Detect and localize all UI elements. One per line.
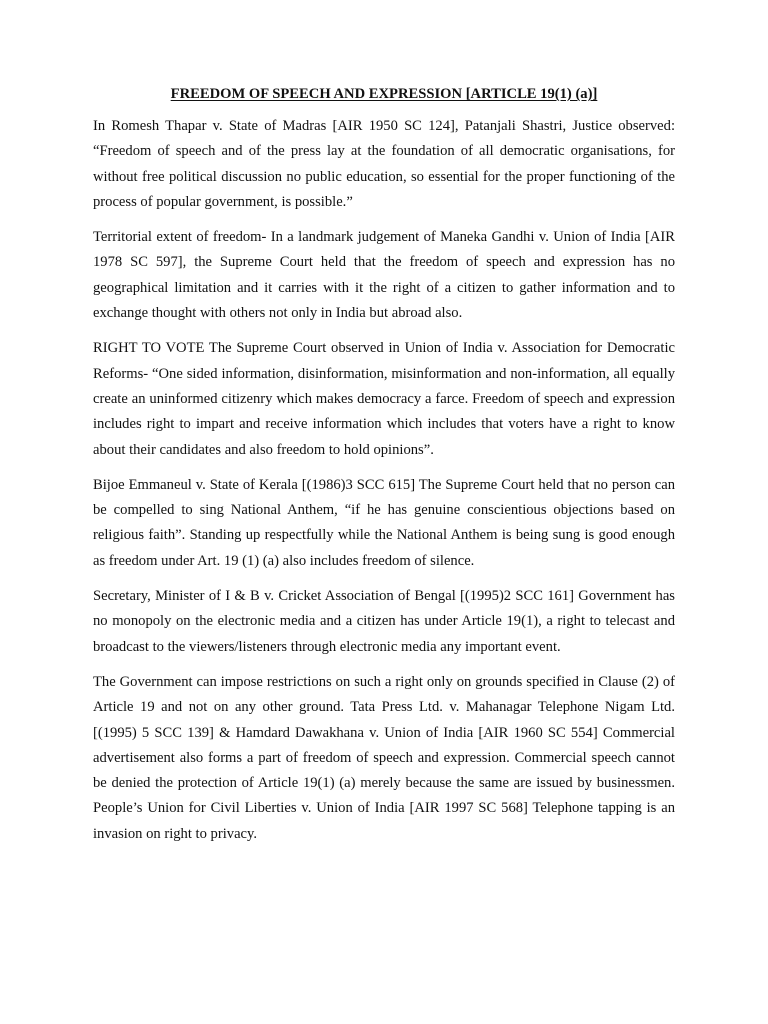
paragraph-government-restrictions: The Government can impose restrictions on such a right only on grounds specified in Clause (2) of Article 19 and not on any other ground. Tata Press Ltd. v. Mahanagar Telephone Nigam Ltd. [(1995) 5 SCC 139] & Hamdard Dawakhana v. Union of India [AIR 1960 SC 554] Commercial advertisement also forms a part of freedom of speech and expression. Commercial speech cannot be denied the protection of Article 19(1) (a) merely because the same are issued by businessmen. People’s Union for Civil Liberties v. Union of India [AIR 1997 SC 568] Telephone tapping is an invasion on right to privacy. — [93, 673, 675, 842]
paragraph-cricket-association: Secretary, Minister of I & B v. Cricket Association of Bengal [(1995)2 SCC 161] Government has no monopoly on the electronic media and a citizen has under Article 19(1), a right to telecast and broadcast to the viewers/listeners through electronic media any important event. — [93, 588, 675, 655]
paragraph-bijoe-emmaneul: Bijoe Emmaneul v. State of Kerala [(1986)3 SCC 615] The Supreme Court held that no person can be compelled to sing National Anthem, “if he has genuine conscientious objections based on religious faith”. Standing up respectfully while the National Anthem is being sung is good enough as freedom under Art. 19 (1) (a) also includes freedom of silence. — [93, 476, 675, 569]
paragraph-territorial-extent: Territorial extent of freedom- In a landmark judgement of Maneka Gandhi v. Union of India [AIR 1978 SC 597], the Supreme Court held that the freedom of speech and expression has no geographical limitation and it carries with it the right of a citizen to gather information and to exchange thought with others not only in India but abroad also. — [93, 229, 675, 322]
paragraph-romesh-thapar: In Romesh Thapar v. State of Madras [AIR 1950 SC 124], Patanjali Shastri, Justice observed: “Freedom of speech and of the press lay at the foundation of all democratic organisations, for without free political discussion no public education, so essential for the proper functioning of the process of popular government, is possible.” — [93, 118, 675, 210]
document-title: FREEDOM OF SPEECH AND EXPRESSION [ARTICLE 19(1) (a)] — [170, 86, 598, 102]
paragraph-right-to-vote: RIGHT TO VOTE The Supreme Court observed in Union of India v. Association for Democratic Reforms- “One sided information, disinformation, misinformation and non-information, all equally create an uninformed citizenry which makes democracy a farce. Freedom of speech and expression includes right to impart and receive information which includes that voters have a right to know about their candidates and also freedom to hold opinions”. — [93, 340, 675, 458]
document-page — [93, 84, 675, 857]
